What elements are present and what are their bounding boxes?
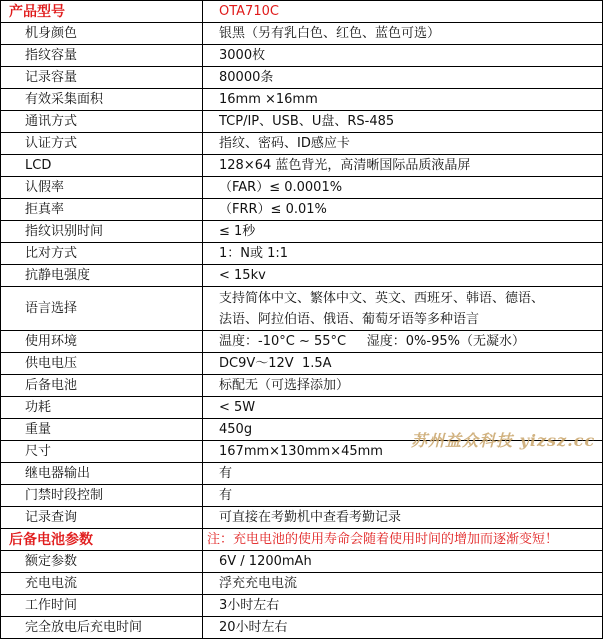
spec-row	[1, 573, 603, 595]
spec-value: 可直接在考勤机中查看考勤记录	[203, 507, 603, 529]
spec-row	[1, 617, 603, 639]
spec-value	[203, 287, 603, 331]
spec-value: 有	[203, 485, 603, 507]
spec-row	[1, 133, 603, 155]
spec-row	[1, 375, 603, 397]
spec-label: 工作时间	[1, 595, 203, 617]
spec-label: 后备电池参数	[1, 529, 203, 551]
spec-value: 标配无（可选择添加）	[203, 375, 603, 397]
spec-value: < 15kv	[203, 265, 603, 287]
spec-label: 比对方式	[1, 243, 203, 265]
spec-value: 温度：-10°C ~ 55°C 湿度：0%-95%（无凝水）	[203, 331, 603, 353]
battery-note: 注：充电电池的使用寿命会随着使用时间的增加而逐渐变短！	[203, 529, 603, 551]
spec-label: 产品型号	[1, 1, 203, 23]
spec-row	[1, 595, 603, 617]
spec-label: 机身颜色	[1, 23, 203, 45]
spec-label: LCD	[1, 155, 203, 177]
spec-value: 3小时左右	[203, 595, 603, 617]
spec-label: 重量	[1, 419, 203, 441]
spec-label: 完全放电后充电时间	[1, 617, 203, 639]
spec-row	[1, 23, 603, 45]
spec-value: < 5W	[203, 397, 603, 419]
spec-value: 128×64 蓝色背光，高清晰国际品质液晶屏	[203, 155, 603, 177]
language-row	[1, 287, 603, 331]
spec-value: 银黑（另有乳白色、红色、蓝色可选）	[203, 23, 603, 45]
spec-row	[1, 155, 603, 177]
spec-label: 认假率	[1, 177, 203, 199]
spec-label: 功耗	[1, 397, 203, 419]
spec-value: 6V / 1200mAh	[203, 551, 603, 573]
spec-value: 450g	[203, 419, 603, 441]
header-row	[1, 1, 603, 23]
spec-row	[1, 199, 603, 221]
language-line-1: 支持简体中文、繁体中文、英文、西班牙、韩语、德语、	[219, 290, 545, 306]
spec-row	[1, 67, 603, 89]
spec-label: 指纹容量	[1, 45, 203, 67]
spec-row	[1, 485, 603, 507]
spec-value: 80000条	[203, 67, 603, 89]
spec-row	[1, 463, 603, 485]
spec-label: 记录容量	[1, 67, 203, 89]
spec-value: 指纹、密码、ID感应卡	[203, 133, 603, 155]
spec-value: OTA710C	[203, 1, 603, 23]
spec-value: DC9V～12V 1.5A	[203, 353, 603, 375]
spec-label: 继电器输出	[1, 463, 203, 485]
language-line-2: 法语、阿拉伯语、俄语、葡萄牙语等多种语言	[219, 311, 480, 327]
spec-label: 额定参数	[1, 551, 203, 573]
spec-value: 浮充充电电流	[203, 573, 603, 595]
spec-label: 供电电压	[1, 353, 203, 375]
spec-row	[1, 243, 603, 265]
spec-value: 16mm ×16mm	[203, 89, 603, 111]
spec-row	[1, 177, 603, 199]
spec-label: 后备电池	[1, 375, 203, 397]
spec-value: 20小时左右	[203, 617, 603, 639]
spec-label: 通讯方式	[1, 111, 203, 133]
spec-value: 有	[203, 463, 603, 485]
spec-value: ≤ 1秒	[203, 221, 603, 243]
spec-label: 语言选择	[1, 287, 203, 331]
spec-value: 3000枚	[203, 45, 603, 67]
spec-value: （FRR）≤ 0.01%	[203, 199, 603, 221]
spec-row	[1, 265, 603, 287]
spec-label: 有效采集面积	[1, 89, 203, 111]
spec-label: 认证方式	[1, 133, 203, 155]
spec-label: 使用环境	[1, 331, 203, 353]
spec-value: TCP/IP、USB、U盘、RS-485	[203, 111, 603, 133]
spec-row	[1, 221, 603, 243]
spec-row	[1, 551, 603, 573]
spec-row	[1, 507, 603, 529]
watermark: 苏州益众科技 yizsz.cc	[411, 431, 596, 450]
spec-label: 尺寸	[1, 441, 203, 463]
spec-label: 指纹识别时间	[1, 221, 203, 243]
battery-header-row	[1, 529, 603, 551]
spec-row	[1, 111, 603, 133]
spec-row	[1, 397, 603, 419]
spec-label: 抗静电强度	[1, 265, 203, 287]
spec-row	[1, 89, 603, 111]
spec-row	[1, 331, 603, 353]
spec-label: 拒真率	[1, 199, 203, 221]
spec-row	[1, 353, 603, 375]
spec-value: 167mm×130mm×45mm	[203, 441, 603, 463]
spec-value: 1：N或 1:1	[203, 243, 603, 265]
spec-label: 充电电流	[1, 573, 203, 595]
spec-value: （FAR）≤ 0.0001%	[203, 177, 603, 199]
spec-row	[1, 45, 603, 67]
spec-label: 门禁时段控制	[1, 485, 203, 507]
spec-label: 记录查询	[1, 507, 203, 529]
